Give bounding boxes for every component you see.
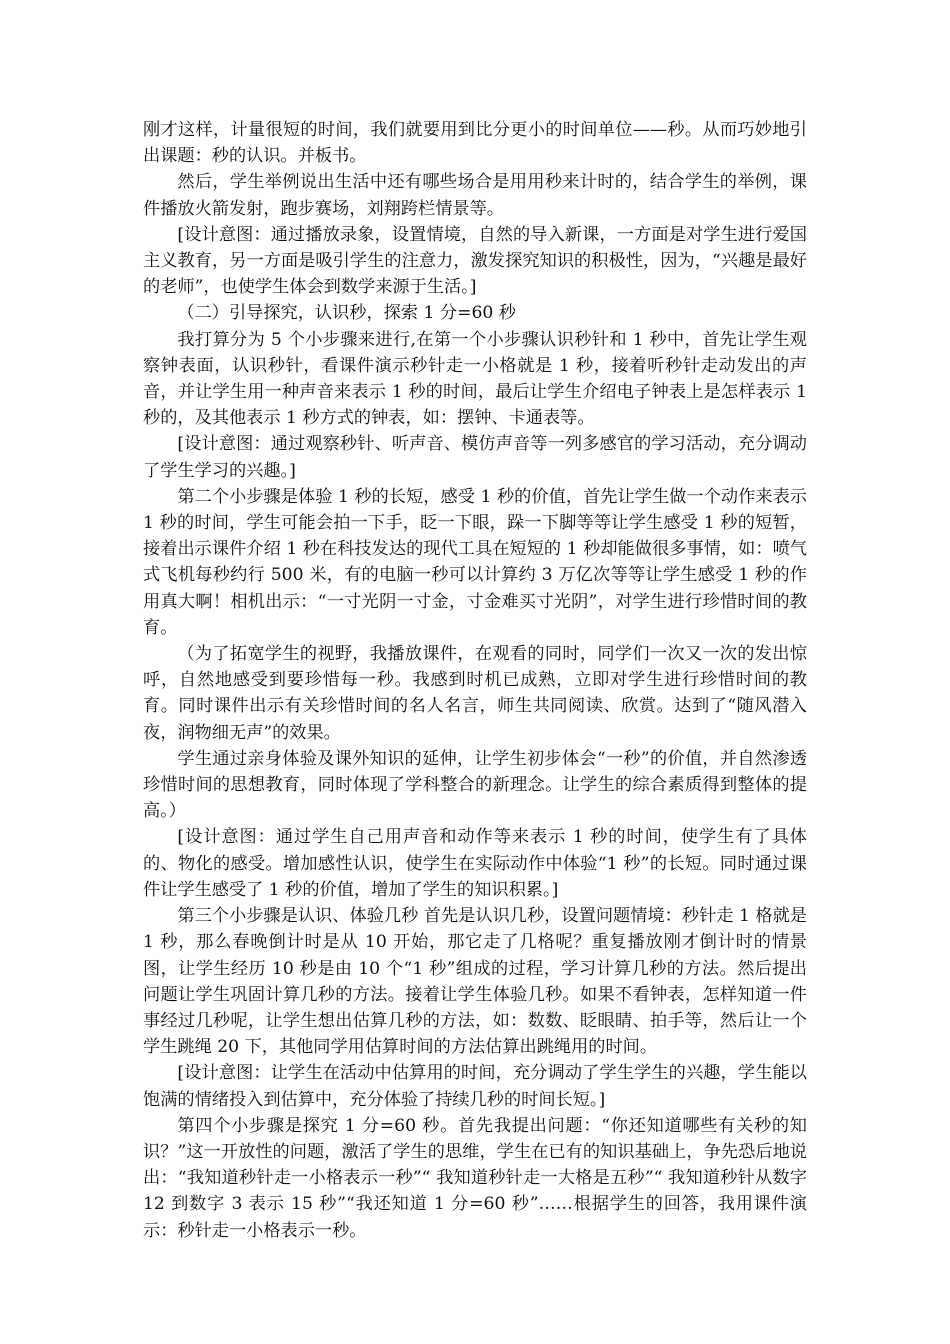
paragraph-experience: 学生通过亲身体验及课外知识的延伸，让学生初步体会“一秒”的价值，并自然渗透珍惜时间的思想教育，同时体现了学科整合的新理念。让学生的综合素质得到整体的提高。）: [143, 748, 807, 822]
design-intent-4: [设计意图：让学生在活动中估算用的时间，充分调动了学生学生的兴趣，学生能以饱满的情绪投入到估算中，充分体验了持续几秒的时间长短。]: [143, 1063, 807, 1110]
paragraph-courseware: （为了拓宽学生的视野，我播放课件，在观看的同时，同学们一次又一次的发出惊呼，自然地感受到要珍惜每一秒。我感到时机已成熟，立即对学生进行珍惜时间的教育。同时课件出示有关珍惜时间的名人名言，师生共同阅读、欣赏。达到了“随风潜入夜，润物细无声”的效果。: [143, 644, 807, 743]
paragraph-step-one: 我打算分为 5 个小步骤来进行,在第一个小步骤认识秒针和 1 秒中，首先让学生观察钟表面，认识秒针，看课件演示秒针走一小格就是 1 秒，接着听秒针走动发出的声音，并让学生用一种声音来表示 1 秒的时间，最后让学生介绍电子钟表上是怎样表示 1 秒的，及其他表示 1 秒方式的钟表，如：摆钟、卡通表等。: [143, 329, 807, 429]
document-page: [143, 117, 807, 1244]
paragraph-examples: 然后，学生举例说出生活中还有哪些场合是用用秒来计时的，结合学生的举例，课件播放火箭发射，跑步赛场，刘翔跨栏情景等。: [143, 172, 807, 219]
design-intent-2: [设计意图：通过观察秒针、听声音、模仿声音等一列多感官的学习活动，充分调动了学生学习的兴趣。]: [143, 434, 807, 481]
paragraph-step-two: 第二个小步骤是体验 1 秒的长短，感受 1 秒的价值，首先让学生做一个动作来表示 1 秒的时间，学生可能会拍一下手，眨一下眼，跺一下脚等等让学生感受 1 秒的短暂，接着出示课件介绍 1 秒在科技发达的现代工具在短短的 1 秒却能做很多事情，如：喷气式飞机每秒约行 500 米，有的电脑一秒可以计算约 3 万亿次等等让学生感受 1 秒的作用真大啊！相机出示：“一寸光阴一寸金，寸金难买寸光阴”，对学生进行珍惜时间的教育。: [143, 486, 807, 638]
section-heading: （二）引导探究，认识秒，探索 1 分=60 秒: [177, 303, 516, 324]
design-intent-3: [设计意图：通过学生自己用声音和动作等来表示 1 秒的时间，使学生有了具体的、物化的感受。增加感性认识，使学生在实际动作中体验“1 秒”的长短。同时通过课件让学生感受了 1 秒的价值，增加了学生的知识积累。]: [143, 827, 807, 900]
design-intent-1: [设计意图：通过播放录象，设置情境，自然的导入新课，一方面是对学生进行爱国主义教育，另一方面是吸引学生的注意力，激发探究知识的积极性，因为，“兴趣是最好的老师”，也使学生体会到数学来源于生活。]: [143, 224, 807, 298]
paragraph-intro-continuation: 刚才这样，计量很短的时间，我们就要用到比分更小的时间单位——秒。从而巧妙地引出课题：秒的认识。并板书。: [143, 120, 807, 167]
paragraph-step-four: 第四个小步骤是探究 1 分=60 秒。首先我提出问题：“你还知道哪些有关秒的知识？”这一开放性的问题，激活了学生的思维，学生在已有的知识基础上，争先恐后地说出：“我知道秒针走一小格表示一秒”“ 我知道秒针走一大格是五秒”“ 我知道秒针从数字 12 到数字 3 表示 15 秒”“我还知道 1 分=60 秒”……根据学生的回答，我用课件演示：秒针走一小格表示一秒。: [143, 1115, 807, 1241]
paragraph-step-three: 第三个小步骤是认识、体验几秒 首先是认识几秒，设置问题情境：秒针走 1 格就是 1 秒，那么春晚倒计时是从 10 开始，那它走了几格呢？重复播放刚才倒计时的情景图，让学生经历 10 秒是由 10 个“1 秒”组成的过程，学习计算几秒的方法。然后提出问题让学生巩固计算几秒的方法。接着让学生体验几秒。如果不看钟表，怎样知道一件事经过几秒呢，让学生想出估算几秒的方法，如：数数、眨眼睛、拍手等，然后让一个学生跳绳 20 下，其他同学用估算时间的方法估算出跳绳用的时间。: [143, 906, 807, 1058]
